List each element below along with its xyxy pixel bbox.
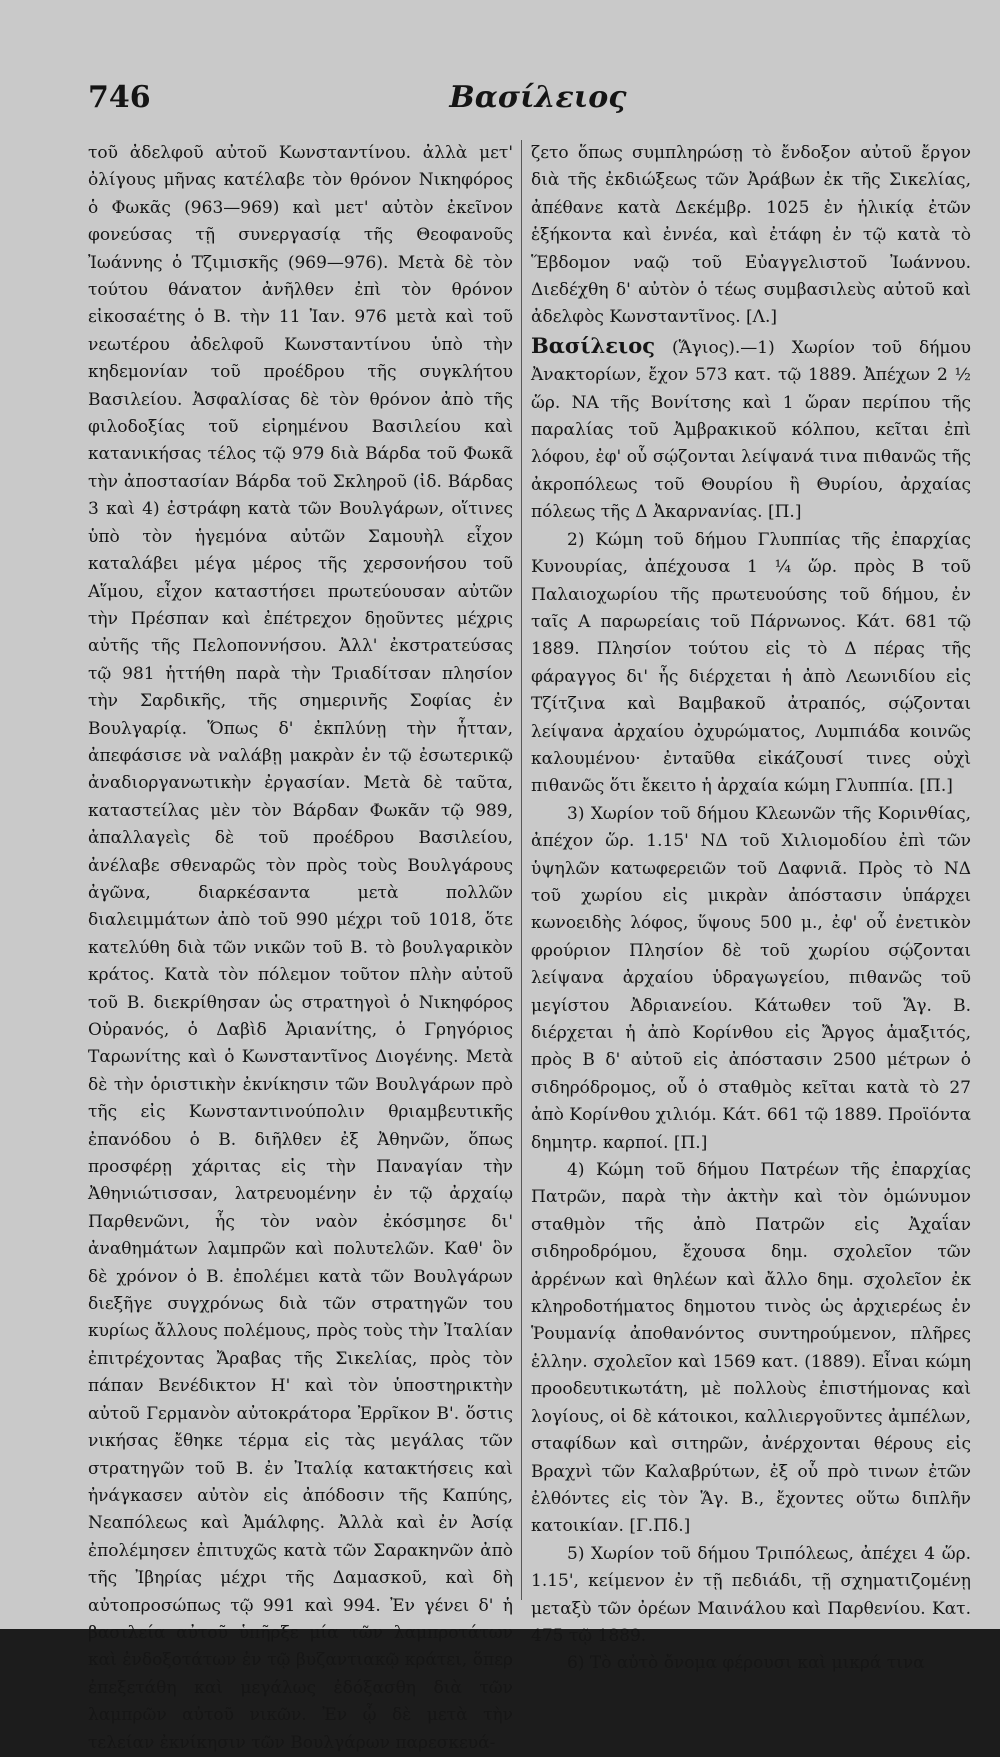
- page-number: 746: [88, 80, 151, 115]
- right-column: [531, 140, 971, 1674]
- entry-definition-5: 5) Χωρίον τοῦ δήμου Τριπόλεως, ἀπέχει 4 ὥρ. 1.15', κείμενον ἐν τῇ πεδιάδι, τῇ σχηματιζομένῃ μεταξὺ τῶν ὀρέων Μαινάλου καὶ Παρθενίου. Κατ. 475 τῷ 1889.: [531, 1543, 971, 1646]
- entry-definition-1: (Ἅγιος).—1) Χωρίον τοῦ δήμου Ἀνακτορίων, ἔχον 573 κατ. τῷ 1889. Ἀπέχων 2 ½ ὥρ. ΝΑ τῆς Βονίτσης καὶ 1 ὥραν περίπου τῆς παραλίας τοῦ Ἀμβρακικοῦ κόλπου, κεῖται ἐπὶ λόφου, ἐφ' οὗ σῴζονται λείψανά τινα πιθανῶς τῆς ἀκροπόλεως τοῦ Θουρίου ἢ Θυρίου, ἀρχαίας πόλεως τῆς Δ Ἀκαρνανίας. [Π.]: [531, 337, 971, 523]
- page-header: [88, 80, 968, 124]
- entry-definition-2: 2) Κώμη τοῦ δήμου Γλυππίας τῆς ἐπαρχίας Κυνουρίας, ἀπέχουσα 1 ¼ ὥρ. πρὸς Β τοῦ Παλαιοχωρίου τῆς πρωτευούσης τοῦ δήμου, ἐν ταῖς Α παρωρείαις τοῦ Πάρνωνος. Κάτ. 681 τῷ 1889. Πλησίον τούτου εἰς τὸ Δ πέρας τῆς φάραγγος δι' ἧς διέρχεται ἡ ἀπὸ Λεωνιδίου εἰς Τζίτζινα καὶ Βαμβακοῦ ἀτραπός, σῴζονται λείψανα ἀρχαίου ὀχυρώματος, Λυμπιάδα κοινῶς καλουμένου· ἐνταῦθα εἰκάζουσί τινες οὐχὶ πιθανῶς ὅτι ἔκειτο ἡ ἀρχαία κώμη Γλυππία. [Π.]: [531, 529, 971, 797]
- entry-paragraph: [531, 332, 971, 527]
- entry-definition-4: 4) Κώμη τοῦ δήμου Πατρέων τῆς ἐπαρχίας Πατρῶν, παρὰ τὴν ἀκτὴν καὶ τὸν ὁμώνυμον σταθμὸν τῆς ἀπὸ Πατρῶν εἰς Ἀχαΐαν σιδηροδρόμου, ἔχουσα δημ. σχολεῖον τῶν ἀρρένων καὶ θηλέων καὶ ἄλλο δημ. σχολεῖον ἐκ κληροδοτήματος δημοτου τινὸς ὡς ἀρχιερέως ἐν Ῥουμανίᾳ ἀποθανόντος συντηρούμενον, πλῆρες ἑλλην. σχολεῖον καὶ 1569 κατ. (1889). Εἶναι κώμη προοδευτικωτάτη, μὲ πολλοὺς ἐπιστήμονας καὶ λογίους, οἱ δὲ κάτοικοι, καλλιεργοῦντες ἀμπέλων, σταφίδων καὶ σιτηρῶν, ἀνέρχονται θέρους εἰς Βραχνὶ τῶν Καλαβρύτων, ἐξ οὗ πρὸ τινων ἐτῶν ἐλθόντες εἰς τὸν Ἅγ. Β., ἔχοντες οὕτω διπλῆν κατοικίαν. [Γ.Πδ.]: [531, 1160, 971, 1537]
- continued-paragraph: ζετο ὅπως συμπληρώσῃ τὸ ἔνδοξον αὐτοῦ ἔργον διὰ τῆς ἐκδιώξεως τῶν Ἀράβων ἐκ τῆς Σικελίας, ἀπέθανε κατὰ Δεκέμβρ. 1025 ἐν ἡλικίᾳ ἐτῶν ἑξήκοντα καὶ ἐννέα, καὶ ἐτάφη ἐν τῷ κατὰ τὸ Ἕβδομον ναῷ τοῦ Εὐαγγελιστοῦ Ἰωάννου. Διεδέχθη δ' αὐτὸν ὁ τέως συμβασιλεὺς αὐτοῦ καὶ ἀδελφὸς Κωνσταντῖνος. [Λ.]: [531, 143, 971, 328]
- left-column-text: τοῦ ἀδελφοῦ αὐτοῦ Κωνσταντίνου. ἀλλὰ μετ' ὀλίγους μῆνας κατέλαβε τὸν θρόνον Νικηφόρος ὁ Φωκᾶς (963—969) καὶ μετ' αὐτὸν ἐκεῖνον φονεύσας τῇ συνεργασίᾳ τῆς Θεοφανοῦς Ἰωάννης ὁ Τζιμισκῆς (969—976). Μετὰ δὲ τὸν τούτου θάνατον ἀνῆλθεν ἐπὶ τὸν θρόνον εἰκοσαέτης ὁ Β. τὴν 11 Ἰαν. 976 μετὰ καὶ τοῦ νεωτέρου ἀδελφοῦ Κωνσταντίνου ὑπὸ τὴν κηδεμονίαν τοῦ προέδρου τῆς συγκλήτου Βασιλείου. Ἀσφαλίσας δὲ τὸν θρόνον ἀπὸ τῆς φιλοδοξίας τοῦ εἰρημένου Βασιλείου καὶ κατανικήσας τέλος τῷ 979 διὰ Βάρδα τοῦ Φωκᾶ τὴν ἀποστασίαν Βάρδα τοῦ Σκληροῦ (ἰδ. Βάρδας 3 καὶ 4) ἐστράφη κατὰ τῶν Βουλγάρων, οἵτινες ὑπὸ τὸν ἡγεμόνα αὐτῶν Σαμουὴλ εἶχον καταλάβει μέγα μέρος τῆς χερσονήσου τοῦ Αἵμου, εἶχον καταστήσει πρωτεύουσαν αὐτῶν τὴν Πρέσπαν καὶ ἐπέτρεχον δῃοῦντες μέχρις αὐτῆς τῆς Πελοποννήσου. Ἀλλ' ἐκστρατεύσας τῷ 981 ἡττήθη παρὰ τὴν Τριαδίτσαν πλησίον τὴν Σαρδικῆς, τῆς σημερινῆς Σοφίας ἐν Βουλγαρίᾳ. Ὅπως δ' ἐκπλύνῃ τὴν ἧτταν, ἀπεφάσισε νὰ ναλάβῃ μακρὰν ἐν τῷ ἐσωτερικῷ ἀναδιοργανωτικὴν ἐργασίαν. Μετὰ δὲ ταῦτα, καταστείλας μὲν τὸν Βάρδαν Φωκᾶν τῷ 989, ἀπαλλαγεὶς δὲ τοῦ προέδρου Βασιλείου, ἀνέλαβε σθεναρῶς τὸν πρὸς τοὺς Βουλγάρους ἀγῶνα, διαρκέσαντα μετὰ πολλῶν διαλειμμάτων ἀπὸ τοῦ 990 μέχρι τοῦ 1018, ὅτε κατελύθη διὰ τῶν νικῶν τοῦ Β. τὸ βουλγαρικὸν κράτος. Κατὰ τὸν πόλεμον τοῦτον πλὴν αὐτοῦ τοῦ Β. διεκρίθησαν ὡς στρατηγοὶ ὁ Νικηφόρος Οὐρανός, ὁ Δαβὶδ Ἀριανίτης, ὁ Γρηγόριος Ταρωνίτης καὶ ὁ Κωνσταντῖνος Διογένης. Μετὰ δὲ τὴν ὁριστικὴν ἐκνίκησιν τῶν Βουλγάρων πρὸ τῆς εἰς Κωνσταντινούπολιν θριαμβευτικῆς ἐπανόδου ὁ Β. διῆλθεν ἐξ Ἀθηνῶν, ὅπως προσφέρῃ χάριτας εἰς τὴν Παναγίαν τὴν Ἀθηνιώτισσαν, λατρευομένην ἐν τῷ ἀρχαίῳ Παρθενῶνι, ἧς τὸν ναὸν ἐκόσμησε δι' ἀναθημάτων λαμπρῶν καὶ πολυτελῶν. Καθ' ὃν δὲ χρόνον ὁ Β. ἐπολέμει κατὰ τῶν Βουλγάρων διεξῆγε συγχρόνως διὰ τῶν στρατηγῶν του κυρίως ἄλλους πολέμους, πρὸς τοὺς τὴν Ἰταλίαν ἐπιτρέχοντας Ἄραβας τῆς Σικελίας, πρὸς τὸν πάπαν Βενέδικτον Η' καὶ τὸν ὑποστηρικτὴν αὐτοῦ Γερμανὸν αὐτοκράτορα Ἐρρῖκον Β'. ὅστις νικήσας ἔθηκε τέρμα εἰς τὰς μεγάλας τῶν στρατηγῶν τοῦ Β. ἐν Ἰταλίᾳ κατακτήσεις καὶ ἠνάγκασεν αὐτὸν εἰς ἀπόδοσιν τῆς Καπύης, Νεαπόλεως καὶ Ἀμάλφης. Ἀλλὰ καὶ ἐν Ἀσίᾳ ἐπολέμησεν ἐπιτυχῶς κατὰ τῶν Σαρακηνῶν ἀπὸ τῆς Ἰβηρίας μέχρι τῆς Δαμασκοῦ, καὶ δὴ αὐτοπροσώπως τῷ 991 καὶ 994. Ἐν γένει δ' ἡ βασιλεία αὐτοῦ ὑπῆρξε μία τῶν λαμπροτάτων καὶ ἐνδοξοτάτων ἐν τῷ βυζαντιακῷ κράτει, ὅπερ ἐπεξετάθη καὶ μεγάλως ἐδόξασθη διὰ τῶν λαμπρῶν αὐτοῦ νικῶν. Ἐν ᾧ δὲ μετὰ τὴν τελείαν ἐκνίκησιν τῶν Βουλγάρων παρεσκευά-: [88, 143, 513, 1753]
- column-divider: [521, 140, 522, 1600]
- entry-definition-6: 6) Τὸ αὐτὸ ὄνομα φέρουσι καὶ μικρά τινα: [567, 1653, 925, 1674]
- entry-headword: Βασίλειος: [531, 332, 656, 358]
- entry-definition-3: 3) Χωρίον τοῦ δήμου Κλεωνῶν τῆς Κορινθίας, ἀπέχον ὥρ. 1.15' ΝΔ τοῦ Χιλιομοδίου ἐπὶ τῶν ὑψηλῶν κατωφερειῶν τοῦ Δαφνιᾶ. Πρὸς τὸ ΝΔ τοῦ χωρίου εἰς μικρὰν ἀπόστασιν ὑπάρχει κωνοειδὴς λόφος, ὕψους 500 μ., ἐφ' οὗ ἐνετικὸν φρούριον Πλησίον δὲ τοῦ χωρίου σῴζονται λείψανα ἀρχαίου ὑδραγωγείου, πιθανῶς τοῦ μεγίστου Ἀδριανείου. Κάτωθεν τοῦ Ἅγ. Β. διέρχεται ἡ ἀπὸ Κορίνθου εἰς Ἄργος ἁμαξιτός, πρὸς Β δ' αὐτοῦ εἰς ἀπόστασιν 2500 μέτρων ὁ σιδηρόδρομος, οὗ ὁ σταθμὸς κεῖται κατὰ τὸ 27 ἀπὸ Κορίνθου χιλιόμ. Κάτ. 661 τῷ 1889. Προϊόντα δημητρ. καρποί. [Π.]: [531, 803, 971, 1153]
- running-head: Βασίλειος: [449, 80, 627, 115]
- left-column: [88, 140, 513, 1753]
